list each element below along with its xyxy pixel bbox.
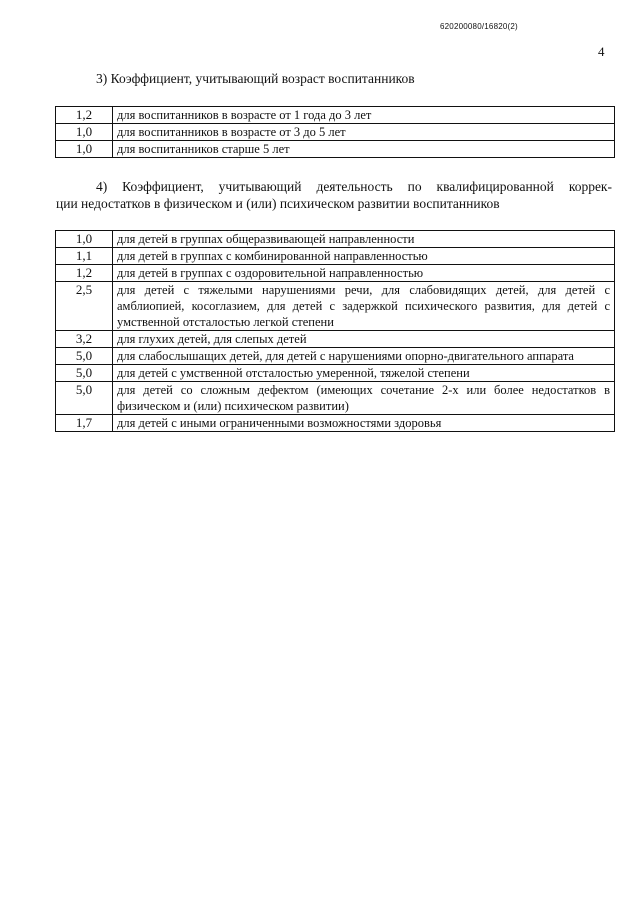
- table-row: [56, 265, 615, 282]
- coefficient-value: 3,2: [56, 331, 113, 348]
- coefficient-description: для детей со сложным дефектом (имеющих сочетание 2-х или более недостатков в физическом и (или) психическом развитии): [113, 382, 615, 415]
- table-row: [56, 415, 615, 432]
- age-coefficient-table: [55, 106, 615, 158]
- coefficient-value: 1,7: [56, 415, 113, 432]
- coefficient-description: для детей в группах с оздоровительной направленностью: [113, 265, 615, 282]
- coefficient-description: для детей с умственной отсталостью умеренной, тяжелой степени: [113, 365, 615, 382]
- coefficient-value: 1,2: [56, 265, 113, 282]
- coefficient-value: 1,0: [56, 231, 113, 248]
- table-row: [56, 331, 615, 348]
- coefficient-value: 1,2: [56, 107, 113, 124]
- table-row: [56, 282, 615, 331]
- coefficient-value: 1,0: [56, 141, 113, 158]
- coefficient-value: 5,0: [56, 348, 113, 365]
- table-row: [56, 124, 615, 141]
- table-row: [56, 348, 615, 365]
- coefficient-description: для слабослышащих детей, для детей с нарушениями опорно-двигательного аппарата: [113, 348, 615, 365]
- coefficient-description: для детей в группах с комбинированной направленностью: [113, 248, 615, 265]
- coefficient-value: 5,0: [56, 365, 113, 382]
- coefficient-value: 1,0: [56, 124, 113, 141]
- coefficient-description: для детей с тяжелыми нарушениями речи, для слабовидящих детей, для детей с амблиопией, косоглазием, для детей с задержкой психического развития, для детей с умственной отсталостью легкой степени: [113, 282, 615, 331]
- table-row: [56, 141, 615, 158]
- coefficient-description: для воспитанников в возрасте от 1 года до 3 лет: [113, 107, 615, 124]
- section-3-title: 3) Коэффициент, учитывающий возраст воспитанников: [96, 71, 415, 86]
- coefficient-description: для воспитанников старше 5 лет: [113, 141, 615, 158]
- page-number: 4: [598, 44, 605, 59]
- coefficient-value: 2,5: [56, 282, 113, 331]
- document-code: 620200080/16820(2): [440, 22, 518, 31]
- table-row: [56, 248, 615, 265]
- table-row: [56, 107, 615, 124]
- correction-coefficient-table: [55, 230, 615, 432]
- section-4-title-line-1: 4) Коэффициент, учитывающий деятельность по квалифицированной коррек-: [96, 179, 612, 194]
- section-4-title: [56, 178, 612, 212]
- table-row: [56, 365, 615, 382]
- coefficient-description: для воспитанников в возрасте от 3 до 5 лет: [113, 124, 615, 141]
- coefficient-value: 1,1: [56, 248, 113, 265]
- section-4-title-line-2: ции недостатков в физическом и (или) психическом развитии воспитанников: [56, 196, 500, 211]
- coefficient-description: для детей с иными ограниченными возможностями здоровья: [113, 415, 615, 432]
- coefficient-description: для детей в группах общеразвивающей направленности: [113, 231, 615, 248]
- coefficient-value: 5,0: [56, 382, 113, 415]
- coefficient-description: для глухих детей, для слепых детей: [113, 331, 615, 348]
- table-row: [56, 231, 615, 248]
- table-row: [56, 382, 615, 415]
